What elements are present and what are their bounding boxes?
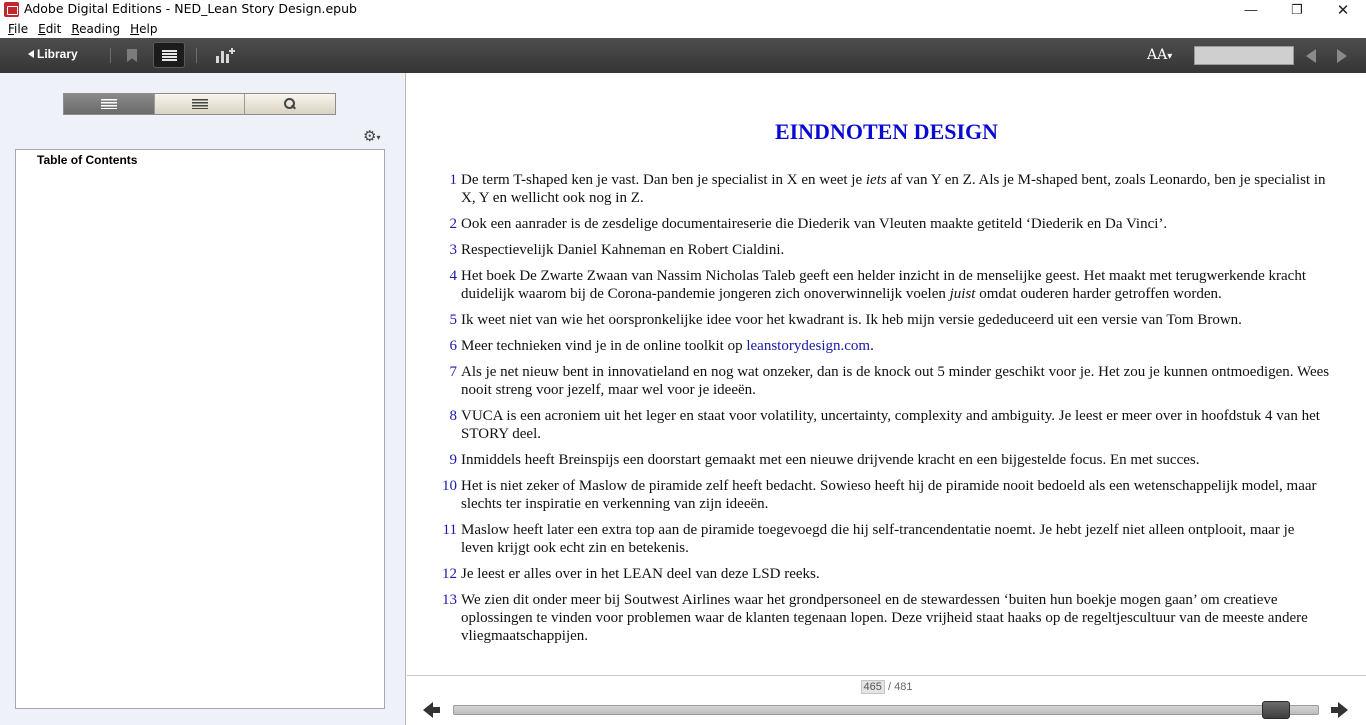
panel-view-switcher [63,93,336,115]
reader-toolbar [0,38,1366,73]
toc-root-item[interactable] [24,153,137,167]
next-page-arrow-icon[interactable] [1330,702,1348,718]
endnote-number[interactable]: 11 [442,522,457,538]
bookmarks-view-button[interactable] [155,94,246,114]
menu-reading[interactable] [66,22,125,36]
endnote-number[interactable]: 3 [449,242,457,258]
page-number-input[interactable] [1194,46,1294,65]
endnote-text: Inmiddels heeft Breinspijs een doorstart gemaakt met een nieuwe drijvende kracht en een bijgestelde focus. En met succes. [461,452,1200,468]
navigation-panel [0,73,406,725]
list-icon [101,99,117,109]
endnote-number[interactable]: 8 [449,408,457,424]
endnote-number[interactable]: 10 [442,478,457,494]
endnotes-list [440,171,1330,653]
endnote-item [440,171,1330,207]
endnote-text: Het boek De Zwarte Zwaan van Nassim Nicholas Taleb geeft een helder inzicht in de menselijke geest. Het maakt met terugwerkende kracht duidelijk waarom bij de Corona-pandemie jongeren zich onoverwinnelijk voelen juist omdat ouderen harder getroffen worden. [461,268,1307,302]
endnote-number[interactable]: 6 [449,338,457,354]
close-button[interactable]: ✕ [1336,1,1350,19]
page-separator: / [884,681,895,693]
endnote-item [440,477,1330,513]
add-to-collection-icon[interactable] [216,49,234,63]
endnote-item [440,267,1330,303]
maximize-button[interactable]: ❐ [1291,1,1303,17]
panel-settings-button[interactable] [363,127,380,145]
endnote-text: Als je net nieuw bent in innovatieland en nog wat onzeker, dan is de knock out 5 minder geschikt voor je. Het zou je kunnen ontmoedigen. Wees nooit streng voor jezelf, maar wel voor je ideeën. [461,364,1330,398]
title-bar [0,0,1366,19]
endnote-number[interactable]: 9 [449,452,457,468]
search-view-button[interactable] [245,94,335,114]
toc-view-button[interactable] [64,94,155,114]
chevron-down-icon: ▾ [376,133,381,142]
library-label: Library [37,47,78,61]
total-pages: 481 [894,681,913,693]
library-button[interactable] [28,47,78,61]
page-indicator [407,681,1366,693]
chapter-title: EINDNOTEN DESIGN [774,119,999,144]
font-size-button[interactable] [1147,47,1172,63]
window-title: Adobe Digital Editions - NED_Lean Story Design.epub [24,1,357,16]
endnote-text: Respectievelijk Daniel Kahneman en Robert Cialdini. [461,242,785,258]
toggle-toc-button[interactable] [153,42,185,68]
page-slider-thumb[interactable] [1262,701,1290,719]
page-navigation-bar [407,675,1366,725]
previous-page-arrow-icon[interactable] [423,702,441,718]
endnote-number[interactable]: 2 [449,216,457,232]
endnote-text: Ook een aanrader is de zesdelige documentaireserie die Diederik van Vleuten maakte getiteld ‘Diederik en Da Vinci’. [461,216,1168,232]
expand-triangle-icon[interactable] [24,156,29,164]
endnote-number[interactable]: 13 [442,592,457,608]
endnote-text: Het is niet zeker of Maslow de piramide zelf heeft bedacht. Sowieso heeft hij de piramide nooit bedoeld als een wetenschappelijk model, maar slechts ter inspiratie en verkenning van zijn ideeën. [461,478,1317,512]
menu-file[interactable] [3,22,33,36]
toc-tree [15,149,385,709]
endnote-number[interactable]: 5 [449,312,457,328]
adobe-digital-editions-icon [4,2,19,17]
endnote-number[interactable]: 12 [442,566,457,582]
endnote-text: Maslow heeft later een extra top aan de piramide toegevoegd die hij self-trancendentatie noemt. Je hebt jezelf niet alleen ontplooit, maar je leven krijgt ook echt zin en betekenis. [461,522,1295,556]
endnote-text: Meer technieken vind je in de online toolkit op leanstorydesign.com. [461,338,874,354]
endnote-link[interactable]: leanstorydesign.com [746,338,871,354]
endnote-item [440,451,1330,469]
endnote-item [440,311,1330,329]
back-arrow-icon [28,50,34,58]
endnote-number[interactable]: 4 [449,268,457,284]
toolbar-divider [110,48,111,63]
menu-reading-rest: eading [79,21,121,36]
minimize-button[interactable]: — [1244,2,1258,17]
gear-icon: ⚙ [363,127,377,145]
next-page-icon[interactable] [1337,49,1347,63]
endnote-item [440,241,1330,259]
previous-page-icon[interactable] [1306,49,1316,63]
endnote-item [440,565,1330,583]
menu-help[interactable] [125,22,162,36]
endnote-text: Je leest er alles over in het LEAN deel van deze LSD reeks. [461,566,820,582]
chevron-down-icon: ▾ [1167,51,1173,62]
endnote-text: We zien dit onder meer bij Soutwest Airlines waar het grondpersoneel en de stewardessen ‘buiten hun boekje mogen gaan’ om creatieve oplossingen te vinden voor problemen waar de klanten tegenaan lopen. Deze vrijheid staat haaks op de regeltjescultuur van de meeste andere vliegmaatschappijen. [461,592,1308,644]
list-icon [162,50,177,61]
endnote-text: VUCA is een acroniem uit het leger en staat voor volatility, uncertainty, complexity and ambiguity. Je leest er meer over in hoofdstuk 4 van het STORY deel. [461,408,1320,442]
current-page: 465 [861,680,885,694]
toolbar-divider [196,48,197,63]
endnote-number[interactable]: 1 [449,172,457,188]
menu-file-rest: ile [14,21,29,36]
endnote-item [440,363,1330,399]
endnote-text: Ik weet niet van wie het oorspronkelijke idee voor het kwadrant is. Ik heb mijn versie gededuceerd uit een versie van Tom Brown. [461,312,1242,328]
book-page [407,73,1366,675]
bookmarks-list-icon [192,99,208,109]
menu-help-rest: elp [139,21,158,36]
endnote-item [440,337,1330,355]
bookmark-icon[interactable] [127,49,137,62]
endnote-item [440,521,1330,557]
endnote-item [440,591,1330,645]
menu-help-key: H [130,21,140,36]
endnote-text: De term T-shaped ken je vast. Dan ben je specialist in X en weet je iets af van Y en Z. Als je M-shaped bent, zoals Leonardo, ben je specialist in X, Y en wellicht ook nog in Z. [461,172,1326,206]
toc-root-label: Table of Contents [37,153,138,167]
menu-reading-key: R [71,21,80,36]
page-slider[interactable] [453,705,1319,715]
font-size-label: AA [1147,47,1168,63]
endnote-item [440,407,1330,443]
endnote-number[interactable]: 7 [449,364,457,380]
menu-edit[interactable] [33,22,66,36]
menu-edit-rest: dit [45,21,62,36]
menu-edit-key: E [38,21,46,36]
search-icon [284,98,296,110]
menu-file-key: F [8,21,15,36]
menu-bar [0,19,1366,38]
endnote-item [440,215,1330,233]
